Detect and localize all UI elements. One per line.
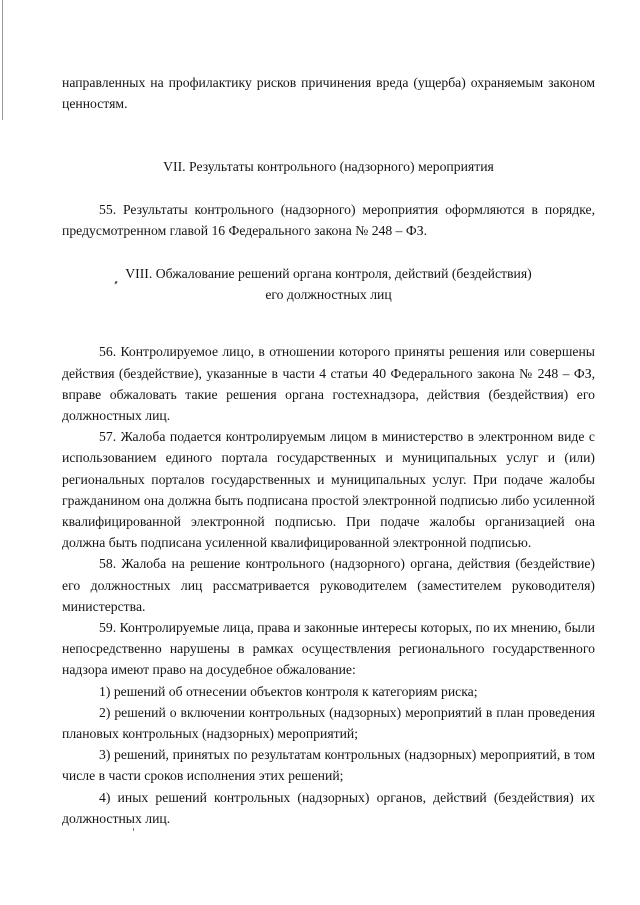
paragraph-55: 55. Результаты контрольного (надзорного) мероприятия оформляются в порядке, предусмотренном главой 16 Федерального закона № 248 – ФЗ. <box>62 201 595 238</box>
list-item-2: 2) решений о включении контрольных (надзорных) мероприятий в план проведения плановых контрольных (надзорных) мероприятий; <box>62 704 595 742</box>
paragraph-58: 58. Жалоба на решение контрольного (надзорного) органа, действия (бездействие) его должностных лиц рассматривается руководителем (заместителем руководителя) министерства. <box>62 556 595 614</box>
paragraph-59: 59. Контролируемые лица, права и законные интересы которых, по их мнению, были непосредственно нарушены в рамках осуществления регионального государственного надзора имеют право на досудебное обжалование: <box>62 620 595 678</box>
section-7-heading: VII. Результаты контрольного (надзорного) мероприятия <box>163 159 494 175</box>
page-edge-line <box>2 0 3 120</box>
document-page <box>62 72 595 829</box>
paragraph-56: 56. Контролируемое лицо, в отношении которого приняты решения или совершены действия (бездействие), указанные в части 4 статьи 40 Федерального закона № 248 – ФЗ, вправе обжаловать такие решения органа гостехнадзора, действия (бездействия) его должностных лиц. <box>62 344 595 424</box>
section-8-body <box>62 341 595 829</box>
paragraph-57: 57. Жалоба подается контролируемым лицом в министерство в электронном виде с использованием единого портала государственных и муниципальных услуг и (или) региональных порталов государственных и муниципальных услуг. При подаче жалобы гражданином она должна быть подписана простой электронной подписью либо усиленной квалифицированной электронной подписью. При подаче жалобы организацией она должна быть подписана усиленной квалифицированной электронной подписью. <box>62 429 595 551</box>
list-item-4: 4) иных решений контрольных (надзорных) органов, действий (бездействия) их должностных лиц. <box>62 789 595 826</box>
list-item-3: 3) решений, принятых по результатам контрольных (надзорных) мероприятий, в том числе в части сроков исполнения этих решений; <box>62 747 595 784</box>
list-item-1: 1) решений об отнесении объектов контроля к категориям риска; <box>99 683 478 699</box>
section-8-heading-line1: VIII. Обжалование решений органа контроля, действий (бездействия) <box>125 266 532 282</box>
section-8-heading-line2: его должностных лиц <box>265 287 392 303</box>
section-8-heading <box>62 263 595 305</box>
intro-paragraph: направленных на профилактику рисков причинения вреда (ущерба) охраняемым законом ценностям. <box>62 75 595 112</box>
